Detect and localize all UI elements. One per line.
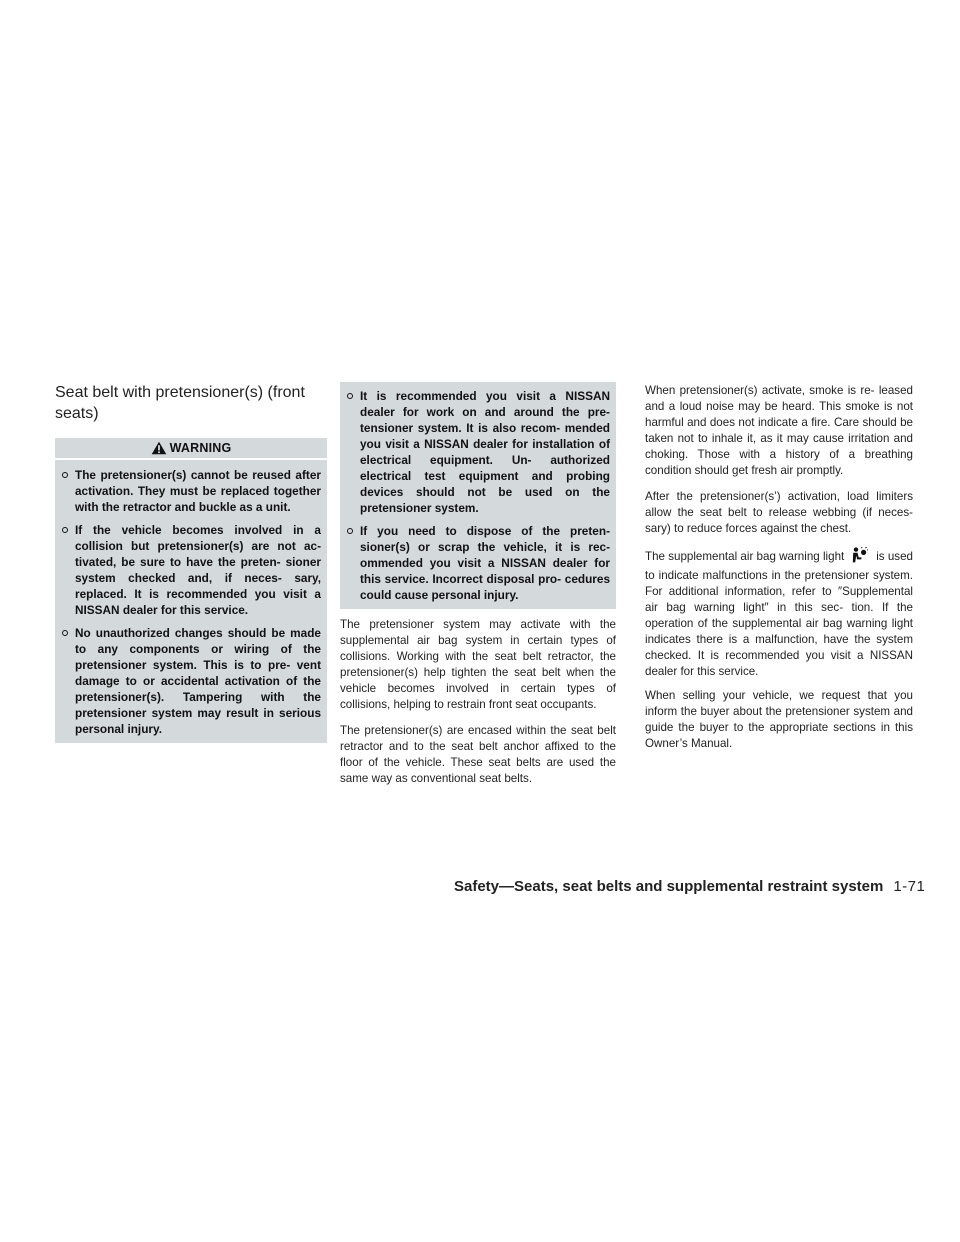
warning-item — [61, 467, 321, 515]
paragraph: When selling your vehicle, we request that you inform the buyer about the pretensioner system and guide the buyer to the appropriate sections in this Owner’s Manual. — [645, 689, 913, 750]
warning-text: It is recommended you visit a NISSAN dealer for work on and around the pre- tensioner system. It is also recom- mended you visit a NISSAN dealer for installation of electrical equipment. Un- authorized electrical test equipment and probing devices should not be used on the pretensioner system. — [360, 389, 610, 515]
warning-item — [61, 522, 321, 618]
paragraph-text: The supplemental air bag warning light — [645, 550, 845, 563]
bullet-icon — [347, 393, 353, 399]
column-3 — [645, 383, 913, 760]
footer-section-title: Safety—Seats, seat belts and supplemental restraint system — [454, 878, 884, 895]
paragraph: The pretensioner system may activate with the supplemental air bag system in certain types of collisions. Working with the seat belt retractor, the pretensioner(s) help tighten the seat belt when the vehicle becomes involved in certain types of collisions, helping to restrain front seat occupants. — [340, 618, 616, 711]
warning-label: WARNING — [169, 441, 232, 455]
paragraph-text: is used to indicate malfunctions in the pretensioner system. For additional information, refer to ″Supplemental air bag warning light″ in this sec- tion. If the operation of the supplemental air bag warning light indicates there is a malfunction, have the system checked. It is recommended you visit a NISSAN dealer for this service. — [645, 550, 913, 678]
airbag-warning-light-icon — [850, 547, 868, 568]
bullet-icon — [62, 472, 68, 478]
warning-divider — [55, 458, 327, 460]
bullet-icon — [62, 630, 68, 636]
paragraph: The pretensioner(s) are encased within the seat belt retractor and to the seat belt anchor affixed to the floor of the vehicle. These seat belts are used the same way as conventional seat belts. — [340, 724, 616, 785]
warning-header — [61, 438, 321, 458]
warning-box-1 — [55, 438, 327, 743]
paragraph-airbag-light — [645, 547, 913, 680]
warning-text: No unauthorized changes should be made to any components or wiring of the pretensioner system. This is to pre- vent damage to or accidental activation of the pretensioner(s). Tampering with the pretensioner system may result in serious personal injury. — [75, 626, 321, 736]
warning-text: The pretensioner(s) cannot be reused after activation. They must be replaced together with the retractor and buckle as a unit. — [75, 468, 321, 514]
page-footer — [454, 878, 925, 895]
column-2 — [340, 382, 616, 795]
warning-item — [346, 523, 610, 603]
bullet-icon — [62, 527, 68, 533]
warning-item — [346, 388, 610, 516]
page-number: 1-71 — [893, 878, 926, 895]
column-1 — [55, 382, 327, 743]
warning-box-2 — [340, 382, 616, 609]
warning-item — [61, 625, 321, 737]
paragraph: After the pretensioner(s’) activation, load limiters allow the seat belt to release webbing (if neces- sary) to reduce forces against the chest. — [645, 490, 913, 535]
warning-triangle-icon — [151, 441, 167, 455]
warning-text: If the vehicle becomes involved in a collision but pretensioner(s) are not ac- tivated, be sure to have the preten- sioner system checked and, if neces- sary, replaced. It is recommended you visit a NISSAN dealer for this service. — [75, 523, 321, 617]
bullet-icon — [347, 528, 353, 534]
warning-text: If you need to dispose of the preten- sioner(s) or scrap the vehicle, it is rec- ommended you visit a NISSAN dealer for this service. Incorrect disposal pro- cedures could cause personal injury. — [360, 524, 610, 602]
section-title: Seat belt with pretensioner(s) (front seats) — [55, 384, 305, 422]
paragraph: When pretensioner(s) activate, smoke is re- leased and a loud noise may be heard. This smoke is not harmful and does not indicate a fire. Care should be taken not to inhale it, as it may cause irritation and choking. Those with a history of a breathing condition should get fresh air promptly. — [645, 384, 913, 477]
